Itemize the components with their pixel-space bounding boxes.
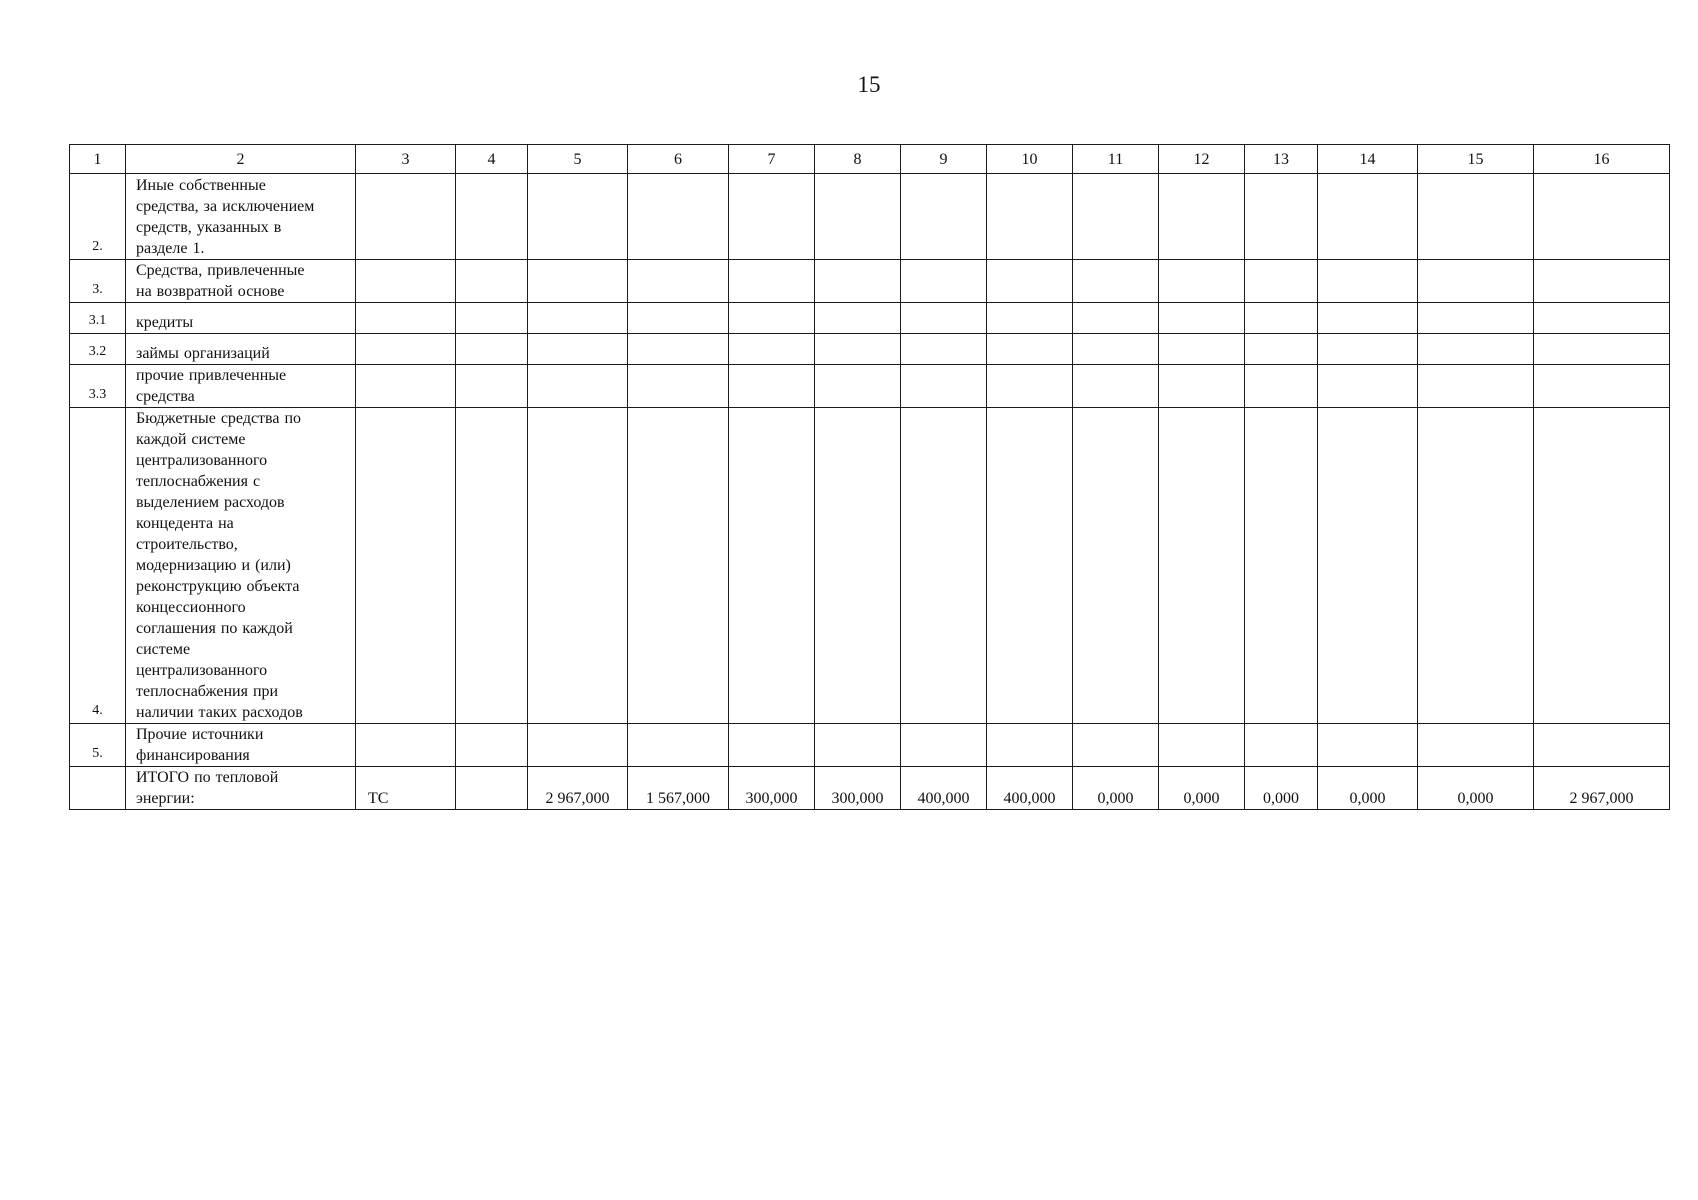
unit-cell: [356, 334, 456, 365]
column-number-header: 10: [987, 145, 1073, 174]
value-cell: [815, 174, 901, 260]
value-cell: [901, 408, 987, 724]
value-cell: [1418, 174, 1534, 260]
value-cell: [528, 334, 628, 365]
value-cell: [729, 334, 815, 365]
column-number-row: [70, 145, 1670, 174]
value-cell: [1318, 334, 1418, 365]
value-cell: [815, 303, 901, 334]
value-cell: [1418, 260, 1534, 303]
value-cell: [1245, 303, 1318, 334]
value-cell: [456, 724, 528, 767]
value-cell: 0,000: [1245, 767, 1318, 810]
value-cell: [815, 408, 901, 724]
row-name-cell: Бюджетные средства по каждой системе централизованного теплоснабжения с выделением расходов концедента на строительство, модернизацию и (или) реконструкцию объекта концессионного соглашения по каждой системе централизованного теплоснабжения при наличии таких расходов: [126, 408, 356, 724]
value-cell: [1534, 303, 1670, 334]
column-number-header: 6: [628, 145, 729, 174]
value-cell: 0,000: [1159, 767, 1245, 810]
value-cell: [456, 260, 528, 303]
value-cell: [628, 260, 729, 303]
value-cell: [456, 408, 528, 724]
value-cell: [729, 365, 815, 408]
row-number-cell: 3.1: [70, 303, 126, 334]
value-cell: [815, 334, 901, 365]
column-number-header: 14: [1318, 145, 1418, 174]
table-row: [70, 408, 1670, 724]
value-cell: [1534, 408, 1670, 724]
table-body: [70, 145, 1670, 810]
value-cell: [729, 174, 815, 260]
column-number-header: 8: [815, 145, 901, 174]
unit-cell: [356, 260, 456, 303]
row-name-cell: займы организаций: [126, 334, 356, 365]
value-cell: [729, 724, 815, 767]
value-cell: [1418, 365, 1534, 408]
value-cell: [1159, 408, 1245, 724]
column-number-header: 5: [528, 145, 628, 174]
column-number-header: 15: [1418, 145, 1534, 174]
value-cell: [1245, 365, 1318, 408]
unit-cell: [356, 724, 456, 767]
value-cell: [815, 724, 901, 767]
row-name-cell: Средства, привлеченные на возвратной основе: [126, 260, 356, 303]
value-cell: [528, 724, 628, 767]
value-cell: [1318, 408, 1418, 724]
table-row: [70, 303, 1670, 334]
value-cell: [815, 365, 901, 408]
table-row: [70, 724, 1670, 767]
value-cell: [628, 334, 729, 365]
value-cell: 0,000: [1318, 767, 1418, 810]
row-name-cell: Иные собственные средства, за исключением средств, указанных в разделе 1.: [126, 174, 356, 260]
value-cell: [1159, 724, 1245, 767]
value-cell: [1159, 260, 1245, 303]
column-number-header: 7: [729, 145, 815, 174]
value-cell: [1318, 365, 1418, 408]
value-cell: 0,000: [1073, 767, 1159, 810]
row-name-cell: ИТОГО по тепловой энергии:: [126, 767, 356, 810]
value-cell: [1534, 334, 1670, 365]
value-cell: [1245, 260, 1318, 303]
value-cell: [815, 260, 901, 303]
value-cell: [901, 365, 987, 408]
value-cell: [1159, 334, 1245, 365]
value-cell: 300,000: [729, 767, 815, 810]
value-cell: [1534, 260, 1670, 303]
unit-cell: [356, 365, 456, 408]
unit-cell: ТС: [356, 767, 456, 810]
unit-cell: [356, 174, 456, 260]
value-cell: [901, 303, 987, 334]
value-cell: [1418, 724, 1534, 767]
value-cell: [628, 174, 729, 260]
row-name-cell: прочие привлеченные средства: [126, 365, 356, 408]
table-row: [70, 767, 1670, 810]
value-cell: [1318, 724, 1418, 767]
value-cell: [1159, 174, 1245, 260]
value-cell: [456, 365, 528, 408]
value-cell: [987, 303, 1073, 334]
table-row: [70, 174, 1670, 260]
column-number-header: 2: [126, 145, 356, 174]
value-cell: [1318, 174, 1418, 260]
value-cell: 300,000: [815, 767, 901, 810]
value-cell: [456, 174, 528, 260]
value-cell: [1318, 303, 1418, 334]
column-number-header: 12: [1159, 145, 1245, 174]
value-cell: [987, 334, 1073, 365]
row-number-cell: [70, 767, 126, 810]
value-cell: [1159, 303, 1245, 334]
value-cell: [628, 724, 729, 767]
value-cell: [1245, 724, 1318, 767]
unit-cell: [356, 408, 456, 724]
value-cell: [1418, 303, 1534, 334]
column-number-header: 4: [456, 145, 528, 174]
value-cell: [987, 408, 1073, 724]
value-cell: [901, 260, 987, 303]
value-cell: [901, 334, 987, 365]
row-number-cell: 5.: [70, 724, 126, 767]
value-cell: [528, 408, 628, 724]
value-cell: [1534, 365, 1670, 408]
column-number-header: 11: [1073, 145, 1159, 174]
column-number-header: 16: [1534, 145, 1670, 174]
value-cell: 2 967,000: [1534, 767, 1670, 810]
value-cell: [1534, 724, 1670, 767]
value-cell: [1073, 724, 1159, 767]
value-cell: [628, 408, 729, 724]
value-cell: [987, 365, 1073, 408]
column-number-header: 13: [1245, 145, 1318, 174]
financing-table: [69, 144, 1670, 810]
value-cell: [1073, 174, 1159, 260]
row-number-cell: 2.: [70, 174, 126, 260]
table-row: [70, 365, 1670, 408]
value-cell: 0,000: [1418, 767, 1534, 810]
value-cell: [528, 260, 628, 303]
value-cell: [1073, 260, 1159, 303]
value-cell: [456, 767, 528, 810]
value-cell: [1245, 174, 1318, 260]
row-name-cell: кредиты: [126, 303, 356, 334]
value-cell: [987, 260, 1073, 303]
row-name-cell: Прочие источники финансирования: [126, 724, 356, 767]
value-cell: [1418, 408, 1534, 724]
value-cell: [528, 174, 628, 260]
value-cell: [1245, 334, 1318, 365]
column-number-header: 3: [356, 145, 456, 174]
value-cell: [729, 260, 815, 303]
value-cell: 400,000: [987, 767, 1073, 810]
value-cell: [987, 724, 1073, 767]
value-cell: 2 967,000: [528, 767, 628, 810]
value-cell: 400,000: [901, 767, 987, 810]
table-row: [70, 260, 1670, 303]
value-cell: [901, 724, 987, 767]
value-cell: [1073, 303, 1159, 334]
page-number: 15: [857, 72, 881, 97]
value-cell: [456, 303, 528, 334]
column-number-header: 1: [70, 145, 126, 174]
value-cell: [729, 303, 815, 334]
table-row: [70, 334, 1670, 365]
value-cell: [628, 303, 729, 334]
value-cell: [628, 365, 729, 408]
column-number-header: 9: [901, 145, 987, 174]
row-number-cell: 3.: [70, 260, 126, 303]
row-number-cell: 3.3: [70, 365, 126, 408]
value-cell: [1418, 334, 1534, 365]
value-cell: [528, 303, 628, 334]
value-cell: [528, 365, 628, 408]
value-cell: [901, 174, 987, 260]
row-number-cell: 3.2: [70, 334, 126, 365]
value-cell: [729, 408, 815, 724]
value-cell: [1318, 260, 1418, 303]
value-cell: [1073, 408, 1159, 724]
unit-cell: [356, 303, 456, 334]
value-cell: [987, 174, 1073, 260]
value-cell: [1245, 408, 1318, 724]
value-cell: [1534, 174, 1670, 260]
value-cell: [1073, 365, 1159, 408]
value-cell: 1 567,000: [628, 767, 729, 810]
value-cell: [1073, 334, 1159, 365]
value-cell: [456, 334, 528, 365]
value-cell: [1159, 365, 1245, 408]
row-number-cell: 4.: [70, 408, 126, 724]
